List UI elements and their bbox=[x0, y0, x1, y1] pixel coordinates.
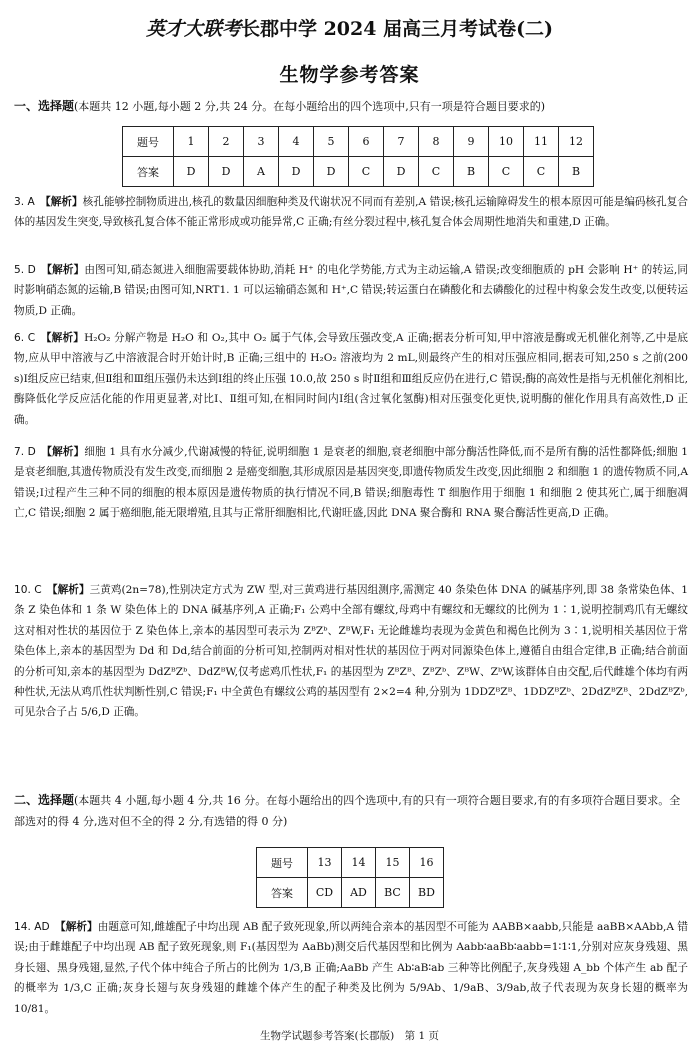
answer-cell: BD bbox=[410, 878, 444, 908]
section-1-heading: 一、选择题 bbox=[14, 99, 75, 113]
question-number: 10. C bbox=[14, 584, 42, 596]
explanation-text: 核孔能够控制物质进出,核孔的数量因细胞种类及代谢状况不同而有差别,A 错误;核孔运输障碍发生的根本原因可能是编码核孔复合体的基因发生突变,导致核孔复合体不能正常形成或功能异常,C 正确;有丝分裂过程中,核孔复合体会周期性地消失和重建,D 正确。 bbox=[14, 196, 689, 229]
question-number: 7. D bbox=[14, 446, 36, 458]
section-2-heading: 二、选择题 bbox=[14, 793, 75, 807]
question-number-cell: 10 bbox=[489, 127, 524, 157]
explanation-text: 细胞 1 具有水分减少,代谢减慢的特征,说明细胞 1 是衰老的细胞,衰老细胞中部分酶活性降低,而不是所有酶的活性都降低;细胞 1 是衰老细胞,其遗传物质没有发生改变,而细胞 2 是癌变细胞,其形成原因是基因突变,即遗传物质发生改变,因此细胞 2 和细胞 1 的遗传物质不同,A 错误;Ⅰ过程产生三种不同的细胞的根本原因是遗传物质的执行情况不同,B 错误;细胞毒性 T 细胞作用于细胞 1 和细胞 2 使其死亡,属于细胞凋亡,C 错误;细胞 2 属于癌细胞,能无限增殖,且其与正常肝细胞相比,代谢旺盛,因此 DNA 聚合酶和 RNA 聚合酶活性更高,D 正确。 bbox=[14, 446, 689, 520]
analysis-tag: 【解析】 bbox=[60, 921, 98, 933]
answer-cell: C bbox=[489, 157, 524, 187]
explanation-text: H₂O₂ 分解产物是 H₂O 和 O₂,其中 O₂ 属于气体,会导致压强改变,A 正确;据表分析可知,甲中溶液是酶或无机催化剂等,乙中是底物,应从甲中溶液与乙中溶液混合时开始计时,B 正确;三组中的 H₂O₂ 溶液均为 2 mL,则最终产生的相对压强应相同,据表可知,250 s 之前(200 s)Ⅰ组反应已结束,但Ⅱ组和Ⅲ组压强仍未达到Ⅰ组的终止压强 10.0,故 250 s 时Ⅱ组和Ⅲ组反应仍在进行,C 错误;酶的高效性是指与无机催化剂相比,酶降低化学反应活化能的作用更显著,对比Ⅰ、Ⅱ组可知,在相同时间内Ⅰ组(含过氧化氢酶)相对压强变化更快,说明酶的催化作用具有高效性,D 正确。 bbox=[14, 332, 689, 426]
section-1-note: (本题共 12 小题,每小题 2 分,共 24 分。在每小题给出的四个选项中,只有一项是符合题目要求的) bbox=[74, 100, 546, 113]
answer-cell: D bbox=[279, 157, 314, 187]
analysis-tag: 【解析】 bbox=[46, 446, 85, 458]
question-number: 5. D bbox=[14, 264, 36, 276]
explanation-q7 bbox=[14, 442, 688, 524]
analysis-tag: 【解析】 bbox=[45, 196, 83, 208]
question-number-cell: 14 bbox=[342, 848, 376, 878]
question-number: 14. AD bbox=[14, 921, 50, 933]
answer-key-title: 生物学参考答案 bbox=[279, 64, 420, 86]
answer-cell: D bbox=[384, 157, 419, 187]
section-2-note: (本题共 4 小题,每小题 4 分,共 16 分。在每小题给出的四个选项中,有的只有一项符合题目要求,有的有多项符合题目要求。全部选对的得 4 分,选对但不全的得 2 分,有选错的得 0 分) bbox=[14, 794, 681, 828]
question-number-cell: 7 bbox=[384, 127, 419, 157]
explanation-q10 bbox=[14, 580, 688, 723]
question-number: 3. A bbox=[14, 196, 35, 208]
answer-cell: B bbox=[454, 157, 489, 187]
question-number: 6. C bbox=[14, 332, 36, 344]
row-label-answer: 答案 bbox=[123, 157, 174, 187]
answer-table-2 bbox=[256, 847, 444, 908]
answer-cell: CD bbox=[308, 878, 342, 908]
answer-cell: C bbox=[419, 157, 454, 187]
answer-cell: C bbox=[349, 157, 384, 187]
answer-cell: D bbox=[174, 157, 209, 187]
section-1-intro bbox=[14, 96, 686, 117]
analysis-tag: 【解析】 bbox=[52, 584, 90, 596]
answer-cell: AD bbox=[342, 878, 376, 908]
section-2-intro bbox=[14, 790, 686, 832]
question-number-cell: 8 bbox=[419, 127, 454, 157]
row-label-answer: 答案 bbox=[257, 878, 308, 908]
question-number-cell: 15 bbox=[376, 848, 410, 878]
question-number-cell: 3 bbox=[244, 127, 279, 157]
question-number-cell: 6 bbox=[349, 127, 384, 157]
brand-logo-text: 英才大联考 bbox=[145, 18, 241, 40]
answer-cell: C bbox=[524, 157, 559, 187]
answer-cell: D bbox=[314, 157, 349, 187]
explanation-q5 bbox=[14, 260, 688, 321]
question-number-cell: 16 bbox=[410, 848, 444, 878]
question-number-cell: 5 bbox=[314, 127, 349, 157]
question-number-cell: 4 bbox=[279, 127, 314, 157]
question-number-cell: 9 bbox=[454, 127, 489, 157]
question-number-cell: 2 bbox=[209, 127, 244, 157]
question-number-cell: 11 bbox=[524, 127, 559, 157]
exam-title: 长郡中学 2024 届高三月考试卷(二) bbox=[240, 18, 554, 40]
answer-cell: A bbox=[244, 157, 279, 187]
explanation-q14 bbox=[14, 917, 688, 1019]
answer-table-1 bbox=[122, 126, 594, 187]
row-label-number: 题号 bbox=[257, 848, 308, 878]
explanation-text: 由题意可知,雌雄配子中均出现 AB 配子致死现象,所以两纯合亲本的基因型不可能为 AABB×aabb,只能是 aaBB×AAbb,A 错误;由于雌雄配子中均出现 AB 配子致死现象,则 F₁(基因型为 AaBb)测交后代基因型和比例为 Aabb∶aaBb∶aabb=1∶1∶1,分别对应灰身残翅、黑身长翅、黑身残翅,显然,子代个体中纯合子所占的比例为 1/3,B 正确;AaBb 产生 Ab∶aB∶ab 三种等比例配子,灰身残翅 A_bb 个体产生 ab 配子的概率为 1/3,C 正确;灰身长翅与灰身残翅的雌雄个体产生的配子种类及比例为 5/9Ab、1/9aB、3/9ab,故子代表现为灰身长翅的概率为 10/81。 bbox=[14, 921, 689, 1015]
explanation-text: 由图可知,硝态氮进入细胞需要载体协助,消耗 H⁺ 的电化学势能,方式为主动运输,A 错误;改变细胞质的 pH 会影响 H⁺ 的转运,同时影响硝态氮的运输,B 错误;由图可知,NRT1. 1 可以运输硝态氮和 H⁺,C 错误;转运蛋白在磷酸化和去磷酸化的过程中构象会发生改变,以便转运物质,D 正确。 bbox=[14, 264, 689, 317]
explanation-q6 bbox=[14, 328, 688, 430]
page-footer: 生物学试题参考答案(长郡版) 第 1 页 bbox=[259, 1030, 440, 1042]
answer-cell: B bbox=[559, 157, 594, 187]
explanation-q3 bbox=[14, 192, 688, 233]
question-number-cell: 12 bbox=[559, 127, 594, 157]
exam-header bbox=[0, 14, 699, 41]
analysis-tag: 【解析】 bbox=[46, 332, 85, 344]
answer-cell: BC bbox=[376, 878, 410, 908]
answer-cell: D bbox=[209, 157, 244, 187]
explanation-text: 三黄鸡(2n=78),性别决定方式为 ZW 型,对三黄鸡进行基因组测序,需测定 40 条染色体 DNA 的碱基序列,即 38 条常染色体、1 条 Z 染色体和 1 条 W 染色体上的 DNA 碱基序列,A 正确;F₁ 公鸡中全部有螺纹,母鸡中有螺纹和无螺纹的比例为 1∶1,说明控制鸡爪有无螺纹这对相对性状的基因位于 Z 染色体上,亲本的基因型可表示为 ZᴮZᵇ、ZᴮW,F₁ 无论雌雄均表现为金黄色和褐色比例为 3∶1,说明相关基因位于常染色体上,亲本的基因型为 Dd 和 Dd,结合前面的分析可知,控制两对相对性状的基因位于两对同源染色体上,遵循自由组合定律,B 正确;结合前面的分析可知,亲本的基因型为 DdZᴮZᵇ、DdZᴮW,仅考虑鸡爪性状,F₁ 的基因型为 ZᴮZᴮ、ZᴮZᵇ、ZᴮW、ZᵇW,该群体自由交配,后代雌雄个体均有两种性状,无法从鸡爪性状判断性别,C 错误;F₁ 中全黄色有螺纹公鸡的基因型有 2×2=4 种,分别为 1DDZᴮZᴮ、1DDZᴮZᵇ、2DdZᴮZᴮ、2DdZᴮZᵇ,可见杂合子占 5/6,D 正确。 bbox=[14, 584, 689, 719]
question-number-cell: 1 bbox=[174, 127, 209, 157]
row-label-number: 题号 bbox=[123, 127, 174, 157]
question-number-cell: 13 bbox=[308, 848, 342, 878]
analysis-tag: 【解析】 bbox=[46, 264, 85, 276]
